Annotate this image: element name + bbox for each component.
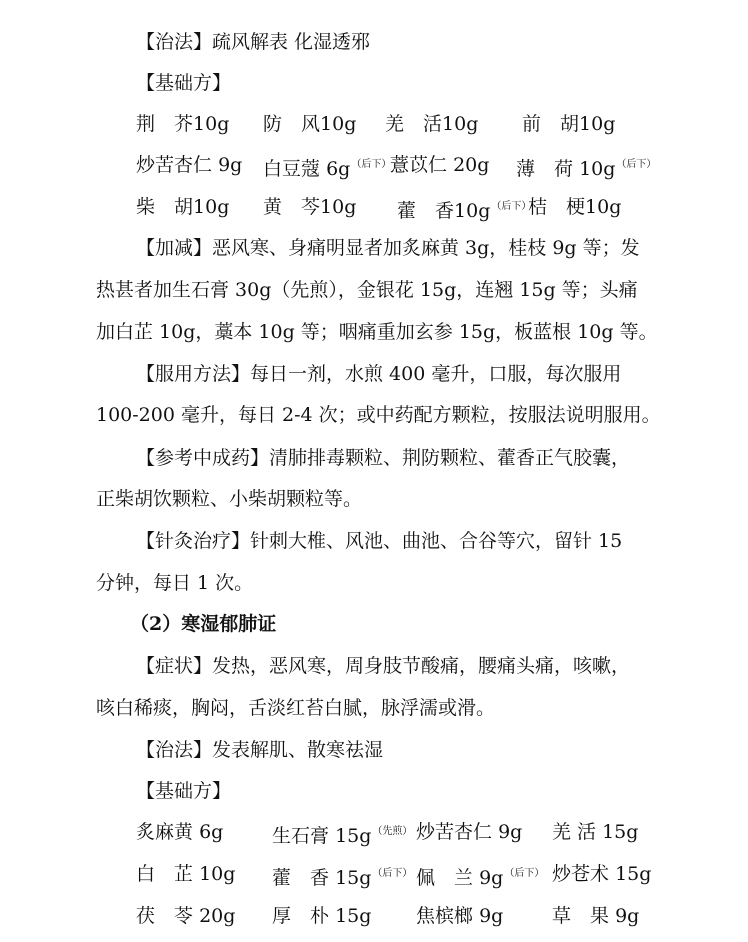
herb-item: 羌 活 15g [552,821,639,843]
herb-item: 茯 苓 20g [136,905,236,927]
acupuncture-line: 分钟，每日 1 次。 [96,572,254,594]
herb-item: 草 果 9g [552,905,640,927]
herb-note: （后下） [372,868,413,879]
herb-item: 佩 兰 9g$^{(后下)}$ [416,867,545,889]
herb-row [0,903,748,929]
herb-note: （先煎） [372,826,413,837]
herb-row [0,111,748,137]
herb-item: 羌 活10g [385,113,479,135]
herb-note: （后下） [504,868,545,879]
herb-item: 桔 梗10g [528,196,622,218]
treatment-principle: 【治法】疏风解表 化湿透邪 [136,31,371,53]
herb-item: 炙麻黄 6g [136,821,224,843]
base-formula-label: 【基础方】 [136,780,232,802]
herb-item: 柴 胡10g [136,196,230,218]
symptom-line: 【症状】发热，恶风寒，周身肢节酸痛，腰痛头痛，咳嗽， [136,655,631,677]
herb-item: 白 芷 10g [136,863,236,885]
herb-item: 生石膏 15g$^{(先煎)}$ [272,825,413,847]
treatment-principle: 【治法】发表解肌、散寒祛湿 [136,739,384,761]
herb-row [0,819,748,845]
modification-line: 【加减】恶风寒、身痛明显者加炙麻黄 3g，桂枝 9g 等；发 [136,237,640,259]
herb-item: 炒苦杏仁 9g [416,821,523,843]
usage-line: 【服用方法】每日一剂，水煎 400 毫升，口服，每次服用 [136,363,622,385]
herb-row [0,861,748,887]
herb-note: （后下） [616,159,657,170]
herb-item: 黄 芩10g [263,196,357,218]
herb-item: 炒苦杏仁 9g [136,154,243,176]
herb-row [0,152,748,178]
herb-item: 炒苍术 15g [552,863,652,885]
patent-medicine-line: 【参考中成药】清肺排毒颗粒、荆防颗粒、藿香正气胶囊， [136,447,631,469]
modification-line: 热甚者加生石膏 30g（先煎），金银花 15g，连翘 15g 等；头痛 [96,279,638,301]
herb-item: 藿 香10g$^{(后下)}$ [397,200,532,222]
acupuncture-line: 【针灸治疗】针刺大椎、风池、曲池、合谷等穴，留针 15 [136,530,623,552]
herb-note: （后下） [491,201,532,212]
patent-medicine-line: 正柴胡饮颗粒、小柴胡颗粒等。 [96,488,363,510]
usage-line: 100-200 毫升，每日 2-4 次；或中药配方颗粒，按服法说明服用。 [96,404,661,426]
herb-item: 藿 香 15g$^{(后下)}$ [272,867,413,889]
herb-item: 白豆蔻 6g$^{(后下)}$ [263,158,392,180]
herb-note: （后下） [351,159,392,170]
herb-row [0,194,748,220]
symptom-line: 咳白稀痰，胸闷，舌淡红苔白腻，脉浮濡或滑。 [96,697,496,719]
modification-line: 加白芷 10g，藁本 10g 等；咽痛重加玄参 15g，板蓝根 10g 等。 [96,321,658,343]
herb-item: 荆 芥10g [136,113,230,135]
herb-item: 前 胡10g [522,113,616,135]
herb-item: 焦槟榔 9g [416,905,504,927]
herb-item: 厚 朴 15g [272,905,372,927]
herb-item: 薏苡仁 20g [390,154,490,176]
base-formula-label: 【基础方】 [136,72,232,94]
herb-item: 薄 荷 10g$^{(后下)}$ [516,158,657,180]
herb-item: 防 风10g [263,113,357,135]
section-heading: （2）寒湿郁肺证 [130,613,277,635]
